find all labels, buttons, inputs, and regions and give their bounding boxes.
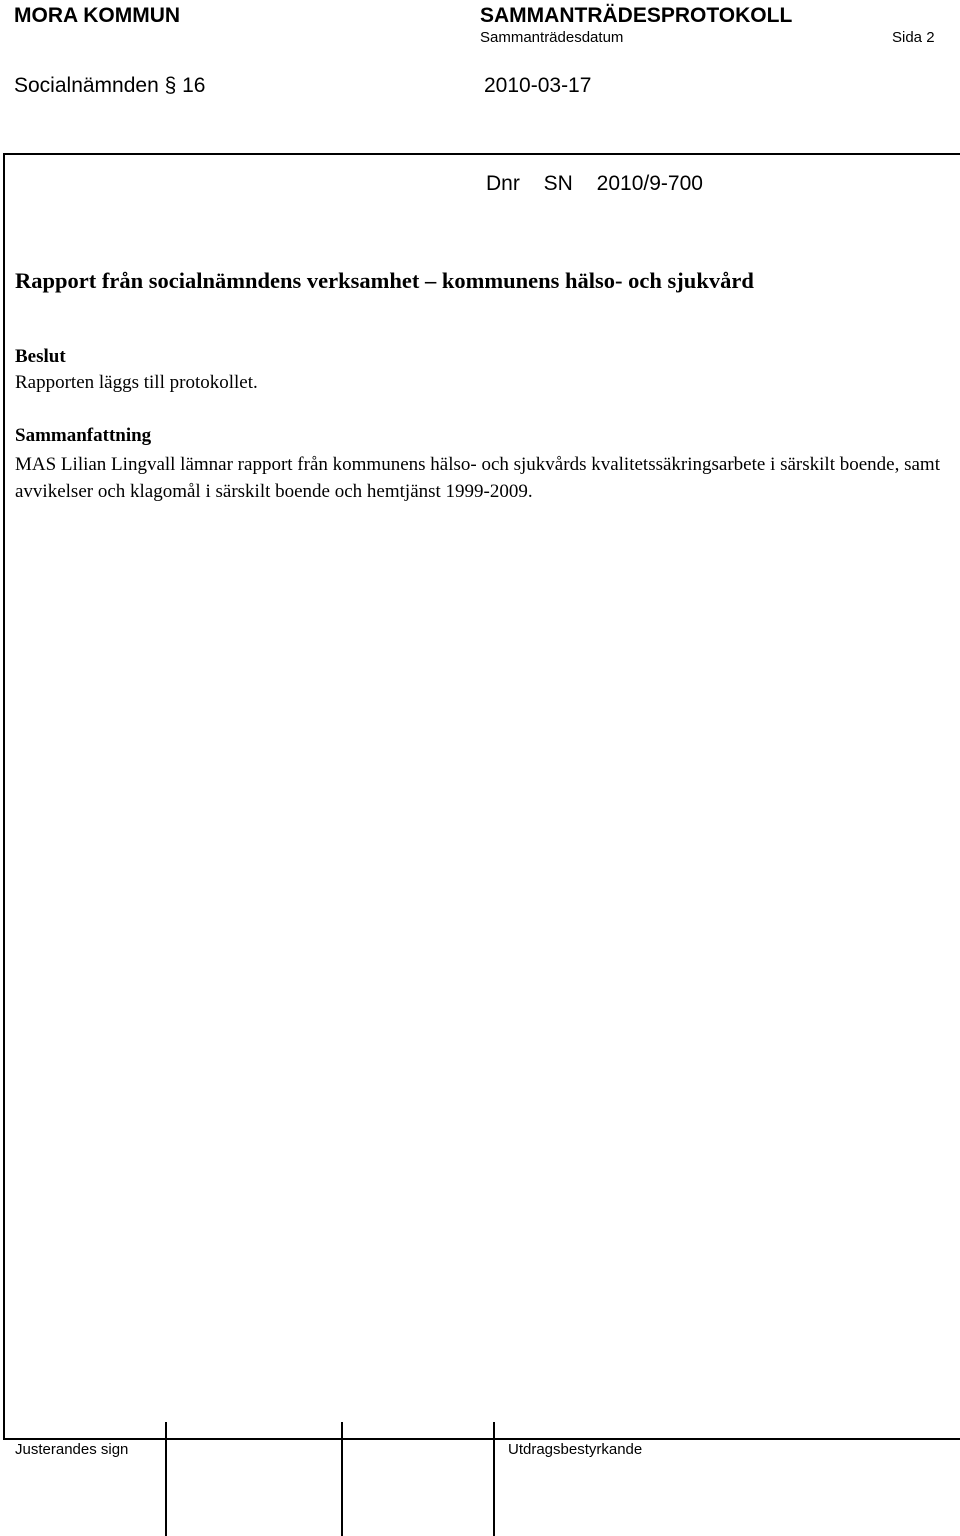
committee-paragraph: Socialnämnden § 16: [14, 74, 206, 97]
signature-box-divider: [493, 1422, 495, 1536]
summary-heading: Sammanfattning: [15, 425, 152, 446]
document-type: SAMMANTRÄDESPROTOKOLL: [480, 4, 793, 27]
decision-heading: Beslut: [15, 346, 66, 367]
page-number: Sida 2: [892, 29, 935, 46]
signature-box-divider: [341, 1422, 343, 1536]
case-title: Rapport från socialnämndens verksamhet – kommunens hälso- och sjukvård: [15, 268, 754, 293]
footer-signature-label: Justerandes sign: [15, 1441, 129, 1458]
meeting-date: 2010-03-17: [484, 74, 592, 97]
organization-name: MORA KOMMUN: [14, 4, 181, 27]
summary-text: MAS Lilian Lingvall lämnar rapport från kommunens hälso- och sjukvårds kvalitetssäkringsarbete i särskilt boende, samt avvikelser och klagomål i särskilt boende och hemtjänst 1999-2009.: [15, 454, 940, 502]
footer-certification-label: Utdragsbestyrkande: [508, 1441, 643, 1458]
decision-text: Rapporten läggs till protokollet.: [15, 372, 258, 393]
meeting-date-label: Sammanträdesdatum: [480, 29, 624, 46]
case-reference: Dnr SN 2010/9-700: [486, 172, 703, 195]
signature-box-divider: [165, 1422, 167, 1536]
frame-top-border: [3, 153, 960, 155]
footer-divider: [3, 1438, 960, 1440]
frame-left-border: [3, 153, 5, 1438]
